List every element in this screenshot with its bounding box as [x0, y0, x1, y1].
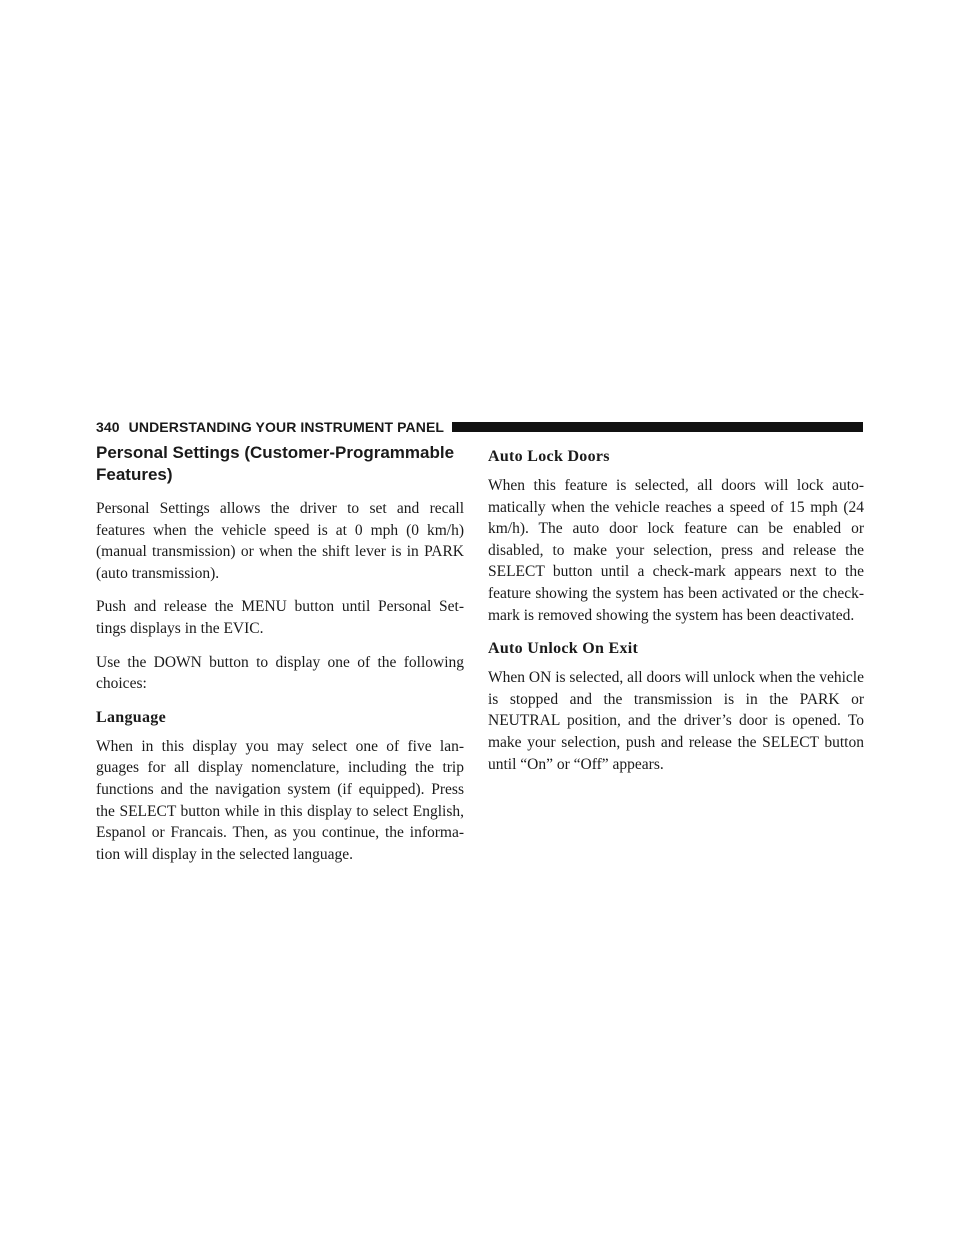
auto-unlock-heading: Auto Unlock On Exit [488, 640, 639, 658]
language-heading: Language [96, 708, 166, 726]
section-title: UNDERSTANDING YOUR INSTRUMENT PANEL [128, 419, 445, 435]
down-button-instruction: Use the DOWN button to display one of the following choices: [96, 653, 464, 693]
right-column [488, 446, 864, 787]
personal-settings-heading: Personal Settings (Customer-Programmable Features) [96, 443, 455, 484]
menu-button-instruction: Push and release the MENU button until Personal Set- tings displays in the EVIC. [96, 598, 464, 637]
page-header [96, 417, 863, 437]
language-text: When in this display you may select one of five lan- guages for all display nomenclature, including the trip functions and the navigation system (if equipped). Press the SELECT button while in this display to select English, Espanol or Francais. Then, as you continue, the informa- tion will display in the selected language. [96, 737, 464, 863]
header-rule [452, 422, 863, 432]
personal-settings-intro: Personal Settings allows the driver to set and recall features when the vehicle speed is at 0 mph (0 km/h) (manual transmission) or when the shift lever is in PARK (auto transmission). [96, 500, 464, 582]
left-column [96, 442, 464, 877]
auto-lock-heading: Auto Lock Doors [488, 448, 610, 465]
auto-lock-text: When this feature is selected, all doors will lock auto- matically when the vehicle reaches a speed of 15 mph (24 km/h). The auto door lock feature can be enabled or disabled, to make your selection, press and release the SELECT button until a check-mark appears next to the feature showing the system has been activated or the check-mark is removed showing the system has been deactivated. [488, 477, 864, 624]
auto-unlock-text: When ON is selected, all doors will unlock when the vehicle is stopped and the transmission is in the PARK or NEUTRAL position, and the driver’s door is opened. To make your selection, push and release the SELECT button until “On” or “Off” appears. [488, 669, 864, 773]
page-number: 340 [96, 419, 120, 435]
